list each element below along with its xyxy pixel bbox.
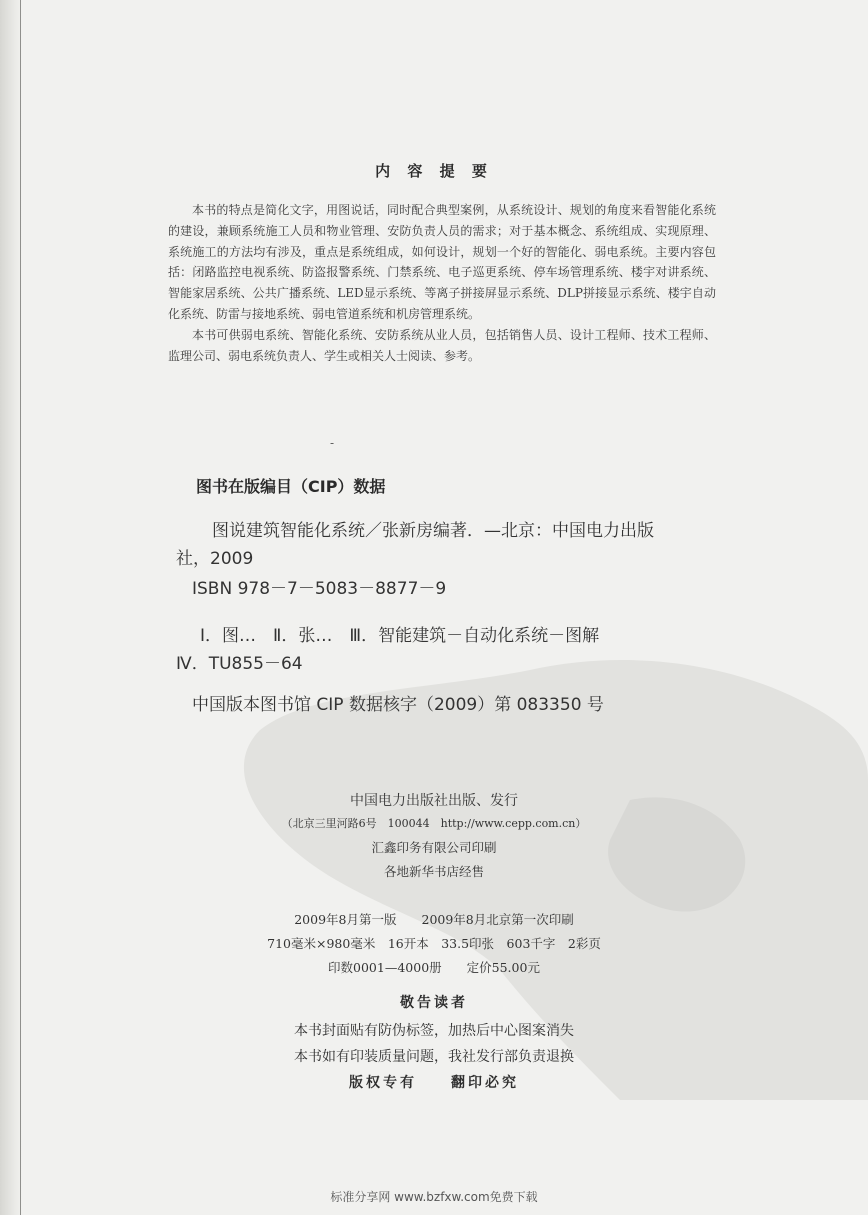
- summary-block: [168, 200, 716, 366]
- cip-title: 图书在版编目（CIP）数据: [196, 477, 386, 496]
- price-line: 印数0001—4000册 定价55.00元: [328, 960, 540, 975]
- cip-isbn: ISBN 978－7－5083－8877－9: [192, 579, 447, 599]
- publisher-line: 中国电力出版社出版、发行: [350, 793, 518, 809]
- summary-paragraph: 本书的特点是简化文字，用图说话，同时配合典型案例，从系统设计、规划的角度来看智能化系统的建设，兼顾系统施工人员和物业管理、安防负责人员的需求；对于基本概念、系统组成、实现原理、系统施工的方法均有涉及，重点是系统组成，如何设计，规划一个好的智能化、弱电系统。主要内容包括：闭路监控电视系统、防盗报警系统、门禁系统、电子巡更系统、停车场管理系统、楼宇对讲系统、智能家居系统、公共广播系统、LED显示系统、等离子拼接屏显示系统、DLP拼接显示系统、楼宇自动化系统、防雷与接地系统、弱电管道系统和机房管理系统。: [168, 203, 716, 321]
- summary-title: 内 容 提 要: [375, 162, 493, 180]
- edition-line: 2009年8月第一版 2009年8月北京第一次印刷: [294, 912, 574, 927]
- notice-title: 敬告读者: [400, 995, 468, 1011]
- separator-mark: -: [330, 436, 335, 450]
- printer-line: 汇鑫印务有限公司印刷: [371, 840, 497, 855]
- summary-paragraph: 本书可供弱电系统、智能化系统、安防系统从业人员，包括销售人员、设计工程师、技术工程师、监理公司、弱电系统负责人、学生或相关人士阅读、参考。: [168, 327, 716, 363]
- download-footer: 标准分享网 www.bzfxw.com免费下载: [330, 1190, 538, 1204]
- cip-record-number: 中国版本图书馆 CIP 数据核字（2009）第 083350 号: [192, 695, 604, 715]
- cip-line: 图说建筑智能化系统／张新房编著．—北京：中国电力出版: [212, 521, 654, 541]
- notice-line: 本书封面贴有防伪标签，加热后中心图案消失: [294, 1023, 574, 1039]
- publisher-address: （北京三里河路6号 100044 http://www.cepp.com.cn）: [281, 817, 587, 830]
- format-line: 710毫米×980毫米 16开本 33.5印张 603千字 2彩页: [267, 936, 601, 951]
- cip-line: Ⅰ．图… Ⅱ．张… Ⅲ．智能建筑－自动化系统－图解: [200, 626, 600, 646]
- notice-line: 本书如有印装质量问题，我社发行部负责退换: [294, 1049, 574, 1065]
- cip-line: 社，2009: [176, 549, 254, 569]
- copyright-line: 版权专有 翻印必究: [349, 1075, 519, 1091]
- cip-line: Ⅳ．TU855－64: [176, 654, 303, 674]
- distributor-line: 各地新华书店经售: [383, 864, 484, 879]
